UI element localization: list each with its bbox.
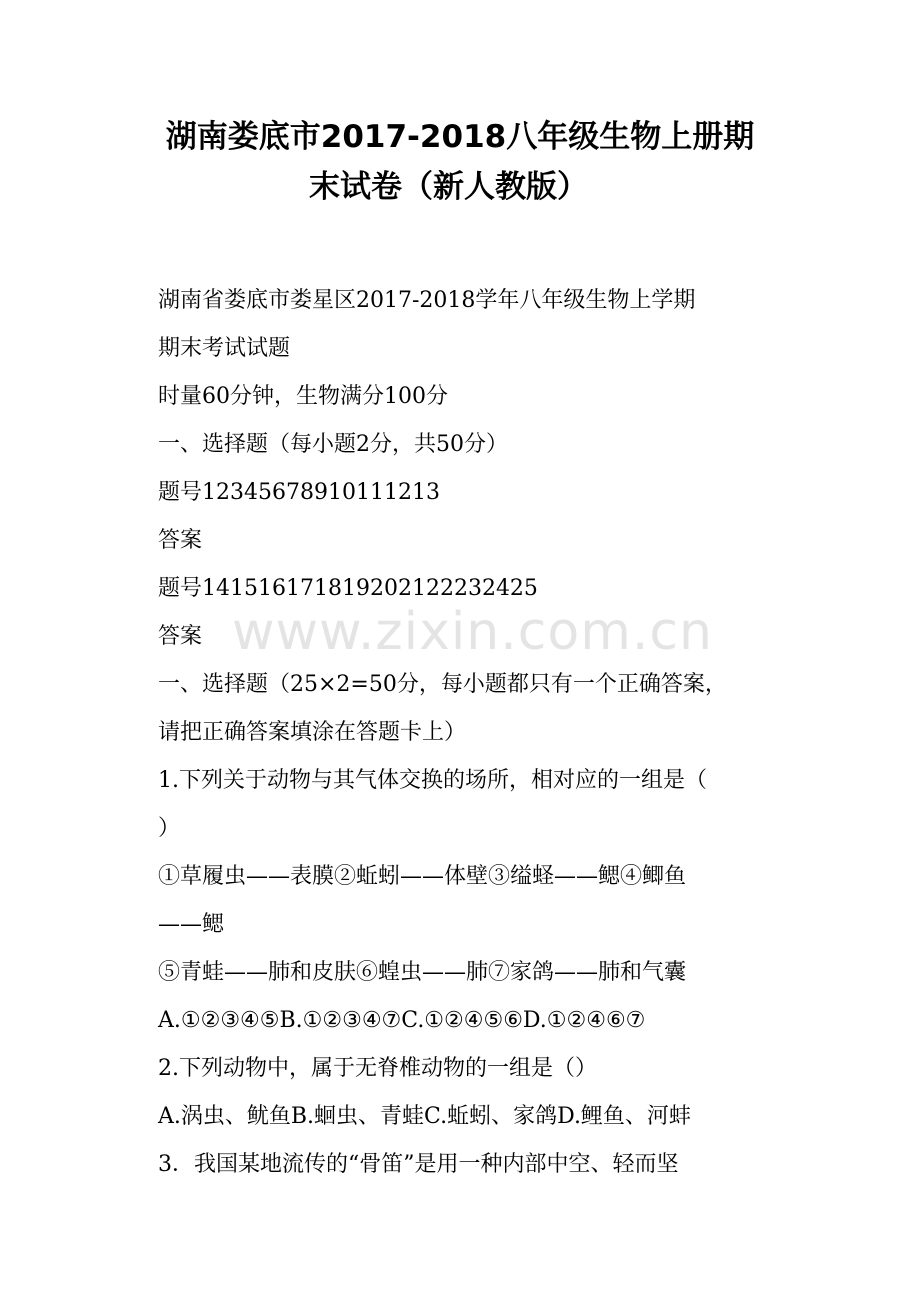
text-line: 湖南省娄底市娄星区2017-2018学年八年级生物上学期	[158, 288, 696, 313]
title-line-2: 末试卷（新人教版）	[309, 169, 588, 205]
text-line: A.涡虫、鱿鱼B.蛔虫、青蛙C.蚯蚓、家鸽D.鲤鱼、河蚌	[158, 1104, 691, 1129]
text-line: 题号141516171819202122232425	[158, 576, 538, 601]
text-line: ①草履虫——表膜②蚯蚓——体壁③缢蛏——鳃④鲫鱼	[158, 864, 687, 889]
text-line: 2.下列动物中，属于无脊椎动物的一组是（）	[158, 1056, 597, 1081]
text-line: ）	[158, 816, 181, 841]
title-line-1: 湖南娄底市2017-2018八年级生物上册期	[165, 119, 755, 155]
text-line: ——鳃	[158, 912, 225, 937]
text-line: 一、选择题（每小题2分，共50分）	[158, 432, 508, 457]
text-line: 一、选择题（25×2=50分，每小题都只有一个正确答案，	[158, 672, 727, 697]
document-body	[158, 281, 778, 1193]
watermark: www.zixin.com.cn	[232, 602, 713, 662]
text-line: 请把正确答案填涂在答题卡上）	[158, 720, 467, 745]
text-line: 1.下列关于动物与其气体交换的场所，相对应的一组是（	[158, 768, 707, 793]
text-line: 时量60分钟，生物满分100分	[158, 384, 448, 409]
text-line: 期末考试试题	[158, 336, 291, 361]
text-line: 题号12345678910111213	[158, 480, 440, 505]
text-line: 答案	[158, 528, 203, 553]
text-line: ⑤青蛙——肺和皮肤⑥蝗虫——肺⑦家鸽——肺和气囊	[158, 960, 687, 985]
text-line: 3．我国某地流传的“骨笛”是用一种内部中空、轻而坚	[158, 1152, 679, 1177]
text-line: A.①②③④⑤B.①②③④⑦C.①②④⑤⑥D.①②④⑥⑦	[158, 1008, 646, 1033]
document-title	[100, 112, 820, 212]
text-line: 答案	[158, 624, 203, 649]
